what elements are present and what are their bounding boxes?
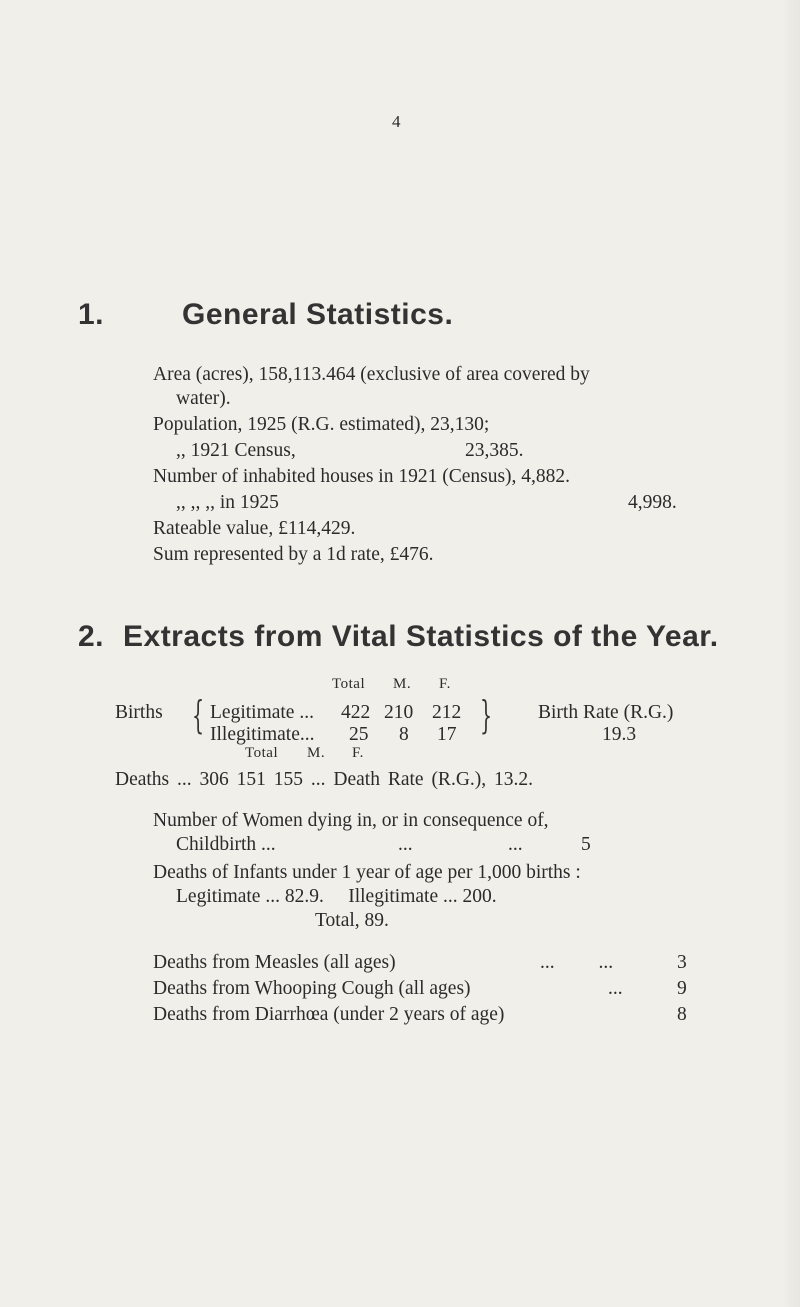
houses-1921: Number of inhabited houses in 1921 (Census), 4,882. bbox=[153, 466, 571, 487]
births-illegitimate-total: 25 bbox=[349, 724, 369, 745]
births-legitimate-label: Legitimate ... bbox=[210, 702, 314, 723]
births-header-m: M. bbox=[393, 676, 412, 692]
left-brace: { bbox=[192, 693, 205, 737]
childbirth-line1: Number of Women dying in, or in consequence of, bbox=[153, 810, 549, 831]
births-legitimate-total: 422 bbox=[341, 702, 371, 723]
childbirth-value: 5 bbox=[581, 834, 591, 855]
births-illegitimate-label: Illegitimate... bbox=[210, 724, 315, 745]
births-header-total: Total bbox=[332, 676, 366, 692]
section-1-number: 1. bbox=[78, 298, 105, 331]
houses-1925-label: ,, ,, ,, in 1925 bbox=[176, 492, 279, 513]
page-edge-shadow bbox=[782, 0, 800, 1307]
births-label: Births bbox=[115, 702, 163, 723]
section-2-title: Extracts from Vital Statistics of the Year. bbox=[123, 620, 719, 653]
birth-rate-label: Birth Rate (R.G.) bbox=[538, 702, 674, 723]
whooping-cough-value: 9 bbox=[677, 978, 687, 999]
right-brace: } bbox=[480, 693, 493, 737]
childbirth-dots2: ... bbox=[508, 834, 523, 855]
population-1925: Population, 1925 (R.G. estimated), 23,130; bbox=[153, 414, 490, 435]
area-line-cont: water). bbox=[176, 388, 231, 409]
page-number: 4 bbox=[392, 112, 401, 131]
section-2-number: 2. bbox=[78, 620, 105, 653]
whooping-cough-dots: ... bbox=[608, 978, 623, 999]
houses-1925-value: 4,998. bbox=[628, 492, 677, 513]
births-illegitimate-m: 8 bbox=[399, 724, 409, 745]
population-1921-value: 23,385. bbox=[465, 440, 524, 461]
deaths-line: Deaths ... 306 151 155 ... Death Rate (R.G.), 13.2. bbox=[115, 769, 534, 790]
measles-dots: ... ... bbox=[540, 952, 614, 973]
childbirth-line2: Childbirth ... bbox=[176, 834, 276, 855]
area-line: Area (acres), 158,113.464 (exclusive of area covered by bbox=[153, 364, 590, 385]
births-legitimate-m: 210 bbox=[384, 702, 414, 723]
diarrhoea-label: Deaths from Diarrhœa (under 2 years of age) bbox=[153, 1004, 505, 1025]
deaths-header-f: F. bbox=[352, 745, 364, 761]
infants-line1: Deaths of Infants under 1 year of age per 1,000 births : bbox=[153, 862, 581, 883]
childbirth-dots1: ... bbox=[398, 834, 413, 855]
whooping-cough-label: Deaths from Whooping Cough (all ages) bbox=[153, 978, 471, 999]
penny-rate: Sum represented by a 1d rate, £476. bbox=[153, 544, 434, 565]
deaths-header-total: Total bbox=[245, 745, 279, 761]
birth-rate-value: 19.3 bbox=[602, 724, 637, 745]
rateable-value: Rateable value, £114,429. bbox=[153, 518, 356, 539]
deaths-header-m: M. bbox=[307, 745, 326, 761]
section-1-title: General Statistics. bbox=[182, 298, 454, 331]
measles-value: 3 bbox=[677, 952, 687, 973]
infants-line3: Total, 89. bbox=[315, 910, 389, 931]
births-illegitimate-f: 17 bbox=[437, 724, 457, 745]
infants-line2: Legitimate ... 82.9. Illegitimate ... 200. bbox=[176, 886, 497, 907]
population-1921-label: ,, 1921 Census, bbox=[176, 440, 296, 461]
diarrhoea-value: 8 bbox=[677, 1004, 687, 1025]
births-legitimate-f: 212 bbox=[432, 702, 462, 723]
measles-label: Deaths from Measles (all ages) bbox=[153, 952, 396, 973]
births-header-f: F. bbox=[439, 676, 451, 692]
